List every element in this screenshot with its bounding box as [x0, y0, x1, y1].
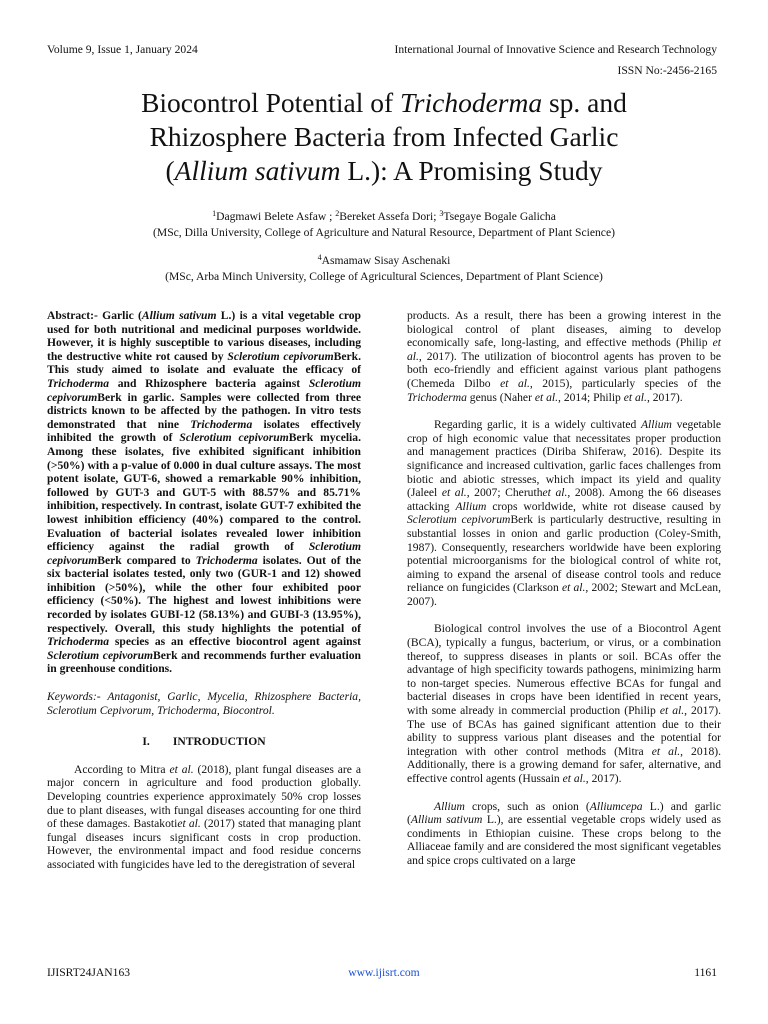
keywords: Keywords:- Antagonist, Garlic, Mycelia, Rhizosphere Bacteria, Sclerotium Cepivorum, Trichoderma, Biocontrol. [47, 690, 361, 717]
left-column [47, 309, 361, 872]
paper-title: Biocontrol Potential of Trichoderma sp. and Rhizosphere Bacteria from Infected Garlic (Allium sativum L.): A Promising Study [141, 87, 627, 186]
issn: ISSN No:-2456-2165 [617, 64, 717, 77]
journal-url [0, 966, 768, 979]
author-4: $^4$Asmamaw Sisay Aschenaki [317, 253, 451, 267]
paper-code: IJISRT24JAN163 [47, 966, 131, 979]
paragraph-garlic: Regarding garlic, it is a widely cultivated Allium vegetable crop of high economic value that necessitates proper production and management practices (Diriba Shiferaw, 2016). Despite its significance and increased cultivation, garlic faces challenges from biotic and abiotic stresses, which impact its yield and quality (Jaleel et al., 2007; Cheruthet al., 2008). Among the 66 diseases attacking Allium crops worldwide, white rot disease caused by Sclerotium cepivorumBerk is particularly destructive, resulting in substantial losses in onion and garlic production (Coley-Smith, 1987). Consequently, researchers worldwide have been exploring potential microorganisms for the biological control of white rot, aiming to expand the arsenal of disease control tools and reduce reliance on fungicides (Clarkson et al., 2002; Stewart and McLean, 2007). [407, 418, 722, 608]
right-column [407, 309, 721, 868]
paragraph-biocontrol: Biological control involves the use of a Biocontrol Agent (BCA), typically a fungus, bacterium, or virus, or a combination thereof, to suppress diseases in plants or soil. BCAs offer the advantage of high specificity towards pathogens, minimizing harm to non-target species. Numerous effective BCAs for fungal and bacterial diseases in crops have been identified in recent years, with some already in commercial production (Philip et al., 2017). The use of BCAs has gained significant attention due to their ability to suppress various plant diseases and the potential for integration with other control methods (Mitra et al., 2018). Additionally, there is a growing demand for safer, alternative, and effective control agents (Hussain et al., 2017). [407, 622, 721, 785]
volume-info: Volume 9, Issue 1, January 2024 [47, 43, 198, 56]
abstract: Abstract:- Garlic (Allium sativum L.) is a vital vegetable crop used for both nutritional and medicinal purposes worldwide. However, it is highly susceptible to various diseases, including the destructive white rot caused by Sclerotium cepivorumBerk. This study aimed to isolate and evaluate the efficacy of Trichoderma and Rhizosphere bacteria against Sclerotium cepivorumBerk in garlic. Samples were collected from three districts known to be affected by the pathogen. In vitro tests demonstrated that nine Trichoderma isolates effectively inhibited the growth of Sclerotium cepivorumBerk mycelia. Among these isolates, five exhibited significant inhibition (>50%) with a p-value of 0.000 in dual culture assays. The most potent isolate, GUT-6, showed a remarkable 90% inhibition, followed by GUT-3 and GUT-5 with 88.57% and 85.71% inhibition, respectively. In contrast, isolate GUT-7 exhibited the lowest inhibition efficiency (40%) compared to the control. Evaluation of bacterial isolates revealed lower inhibition efficiency against the radial growth of Sclerotium cepivorumBerk compared to Trichoderma isolates. Out of the six bacterial isolates tested, only two (GUR-1 and 12) showed inhibition (>50%), while the other four exhibited poor efficiency (<50%). The highest and lowest inhibitions were recorded by isolates GUBI-12 (58.13%) and GUBI-3 (13.95%), respectively. Overall, this study highlights the potential of Trichoderma species as an effective biocontrol agent against Sclerotium cepivorumBerk and recommends further evaluation in greenhouse conditions. [47, 309, 362, 676]
section-heading-introduction: I. INTRODUCTION [142, 735, 266, 749]
journal-name: International Journal of Innovative Science and Research Technology [394, 43, 717, 56]
intro-paragraph: According to Mitra et al. (2018), plant fungal diseases are a major concern in agriculture and food production globally. Developing countries experience approximately 50% crop losses due to plant diseases, with fungal diseases accounting for one third of these damages. Bastakotiet al. (2017) stated that managing plant fungal diseases incurs significant costs in crop production. However, the environmental impact and food residue concerns associated with fungicides have led to the deregistration of several [47, 762, 361, 871]
page-number: 1161 [694, 966, 717, 979]
affiliation-1: (MSc, Dilla University, College of Agriculture and Natural Resource, Department of Plant Science) [153, 226, 615, 239]
affiliation-2: (MSc, Arba Minch University, College of Agricultural Sciences, Department of Plant Science) [165, 270, 603, 283]
paragraph-allium: Allium crops, such as onion (Alliumcepa L.) and garlic (Allium sativum L.), are essential vegetable crops widely used as condiments in Ethiopian cuisine. These crops belong to the Alliaceae family and are considered the most significant vegetables and spice crops cultivated on a large [407, 799, 721, 867]
author-list: $^1$Dagmawi Belete Asfaw ; $^2$Bereket Assefa Dori; $^3$Tsegaye Bogale Galicha [212, 209, 556, 223]
paragraph-continued: products. As a result, there has been a growing interest in the biological control of plant diseases, aiming to develop economically safe, long-lasting, and effective methods (Philip et al., 2017). The utilization of biocontrol agents has proven to be both eco-friendly and efficient against various plant pathogens (Chemeda Dilbo et al., 2015), particularly species of the Trichoderma genus (Naher et al., 2014; Philip et al., 2017). [407, 309, 721, 404]
journal-link[interactable]: www.ijisrt.com [348, 966, 420, 979]
